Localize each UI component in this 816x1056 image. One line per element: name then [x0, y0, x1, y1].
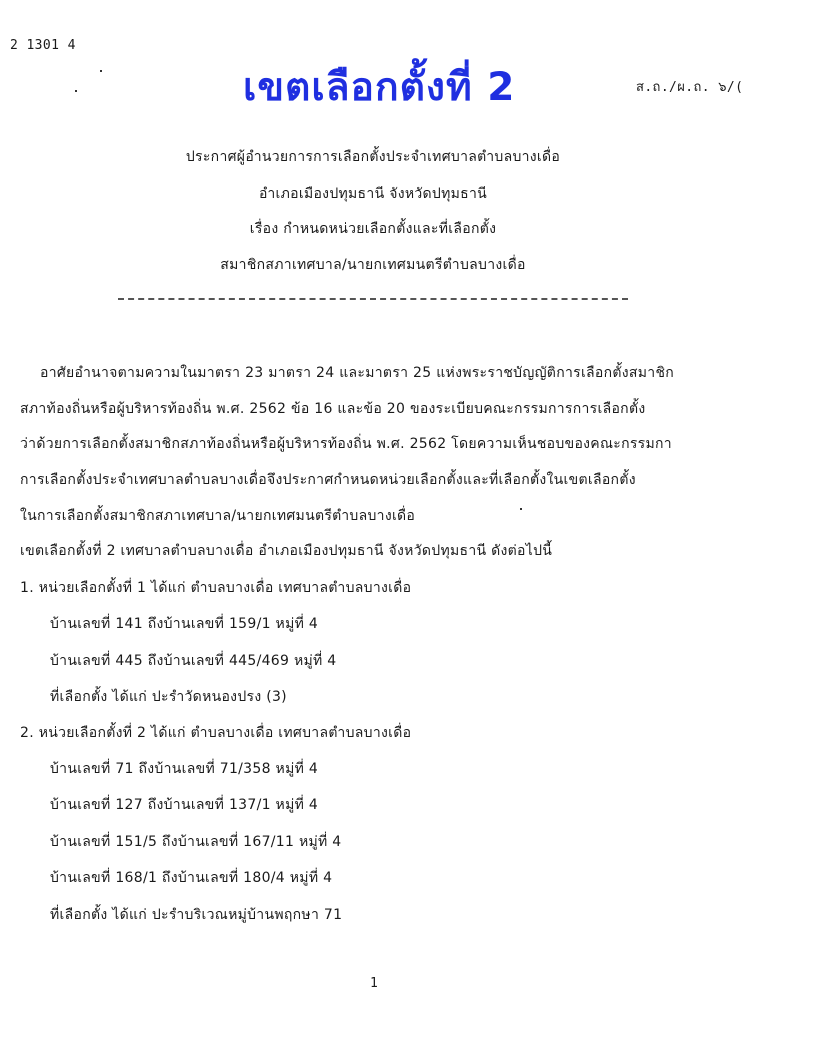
scan-speck	[75, 90, 77, 92]
house-range: บ้านเลขที่ 168/1 ถึงบ้านเลขที่ 180/4 หมู่ที่ 4	[50, 870, 333, 886]
body-paragraph: ว่าด้วยการเลือกตั้งสมาชิกสภาท้องถิ่นหรือผู้บริหารท้องถิ่น พ.ศ. 2562 โดยความเห็นชอบของคณะกรรมกา	[20, 436, 672, 452]
announcement-title: ประกาศผู้อำนวยการการเลือกตั้งประจำเทศบาลตำบลบางเดื่อ	[185, 149, 561, 165]
house-range: บ้านเลขที่ 71 ถึงบ้านเลขที่ 71/358 หมู่ที่ 4	[50, 761, 319, 777]
scan-speck	[520, 508, 522, 510]
announcement-subject: เรื่อง กำหนดหน่วยเลือกตั้งและที่เลือกตั้ง	[249, 221, 497, 237]
body-paragraph: อาศัยอำนาจตามความในมาตรา 23 มาตรา 24 และมาตรา 25 แห่งพระราชบัญญัติการเลือกตั้งสมาชิก	[40, 365, 675, 381]
page-number: 1	[370, 976, 379, 991]
district-banner: เขตเลือกตั้งที่ 2	[243, 65, 516, 110]
polling-place: ที่เลือกตั้ง ได้แก่ ปะรำวัดหนองปรง (3)	[50, 689, 287, 705]
unit-heading: 2. หน่วยเลือกตั้งที่ 2 ได้แก่ ตำบลบางเดื่อ เทศบาลตำบลบางเดื่อ	[20, 725, 412, 741]
body-paragraph: ในการเลือกตั้งสมาชิกสภาเทศบาล/นายกเทศมนตรีตำบลบางเดื่อ	[20, 508, 416, 524]
polling-place: ที่เลือกตั้ง ได้แก่ ปะรำบริเวณหมู่บ้านพฤกษา 71	[50, 907, 343, 923]
body-paragraph: สภาท้องถิ่นหรือผู้บริหารท้องถิ่น พ.ศ. 2562 ข้อ 16 และข้อ 20 ของระเบียบคณะกรรมการการเลือกตั้ง	[20, 401, 646, 417]
announcement-district: อำเภอเมืองปทุมธานี จังหวัดปทุมธานี	[258, 186, 488, 202]
unit-heading: 1. หน่วยเลือกตั้งที่ 1 ได้แก่ ตำบลบางเดื่อ เทศบาลตำบลบางเดื่อ	[20, 580, 412, 596]
title-divider	[118, 298, 628, 300]
form-reference: ส.ถ./ผ.ถ. ๖/(	[636, 80, 744, 95]
scan-speck	[100, 70, 102, 72]
district-statement: เขตเลือกตั้งที่ 2 เทศบาลตำบลบางเดื่อ อำเภอเมืองปทุมธานี จังหวัดปทุมธานี ดังต่อไปนี้	[20, 543, 553, 559]
house-range: บ้านเลขที่ 445 ถึงบ้านเลขที่ 445/469 หมู่ที่ 4	[50, 653, 337, 669]
house-range: บ้านเลขที่ 151/5 ถึงบ้านเลขที่ 167/11 หมู่ที่ 4	[50, 834, 342, 850]
body-paragraph: การเลือกตั้งประจำเทศบาลตำบลบางเดื่อจึงประกาศกำหนดหน่วยเลือกตั้งและที่เลือกตั้งในเขตเลือกตั้ง	[20, 472, 636, 488]
announcement-scope: สมาชิกสภาเทศบาล/นายกเทศมนตรีตำบลบางเดื่อ	[220, 257, 526, 273]
house-range: บ้านเลขที่ 127 ถึงบ้านเลขที่ 137/1 หมู่ที่ 4	[50, 797, 319, 813]
house-range: บ้านเลขที่ 141 ถึงบ้านเลขที่ 159/1 หมู่ที่ 4	[50, 616, 319, 632]
document-code: 2 1301 4	[10, 38, 76, 53]
